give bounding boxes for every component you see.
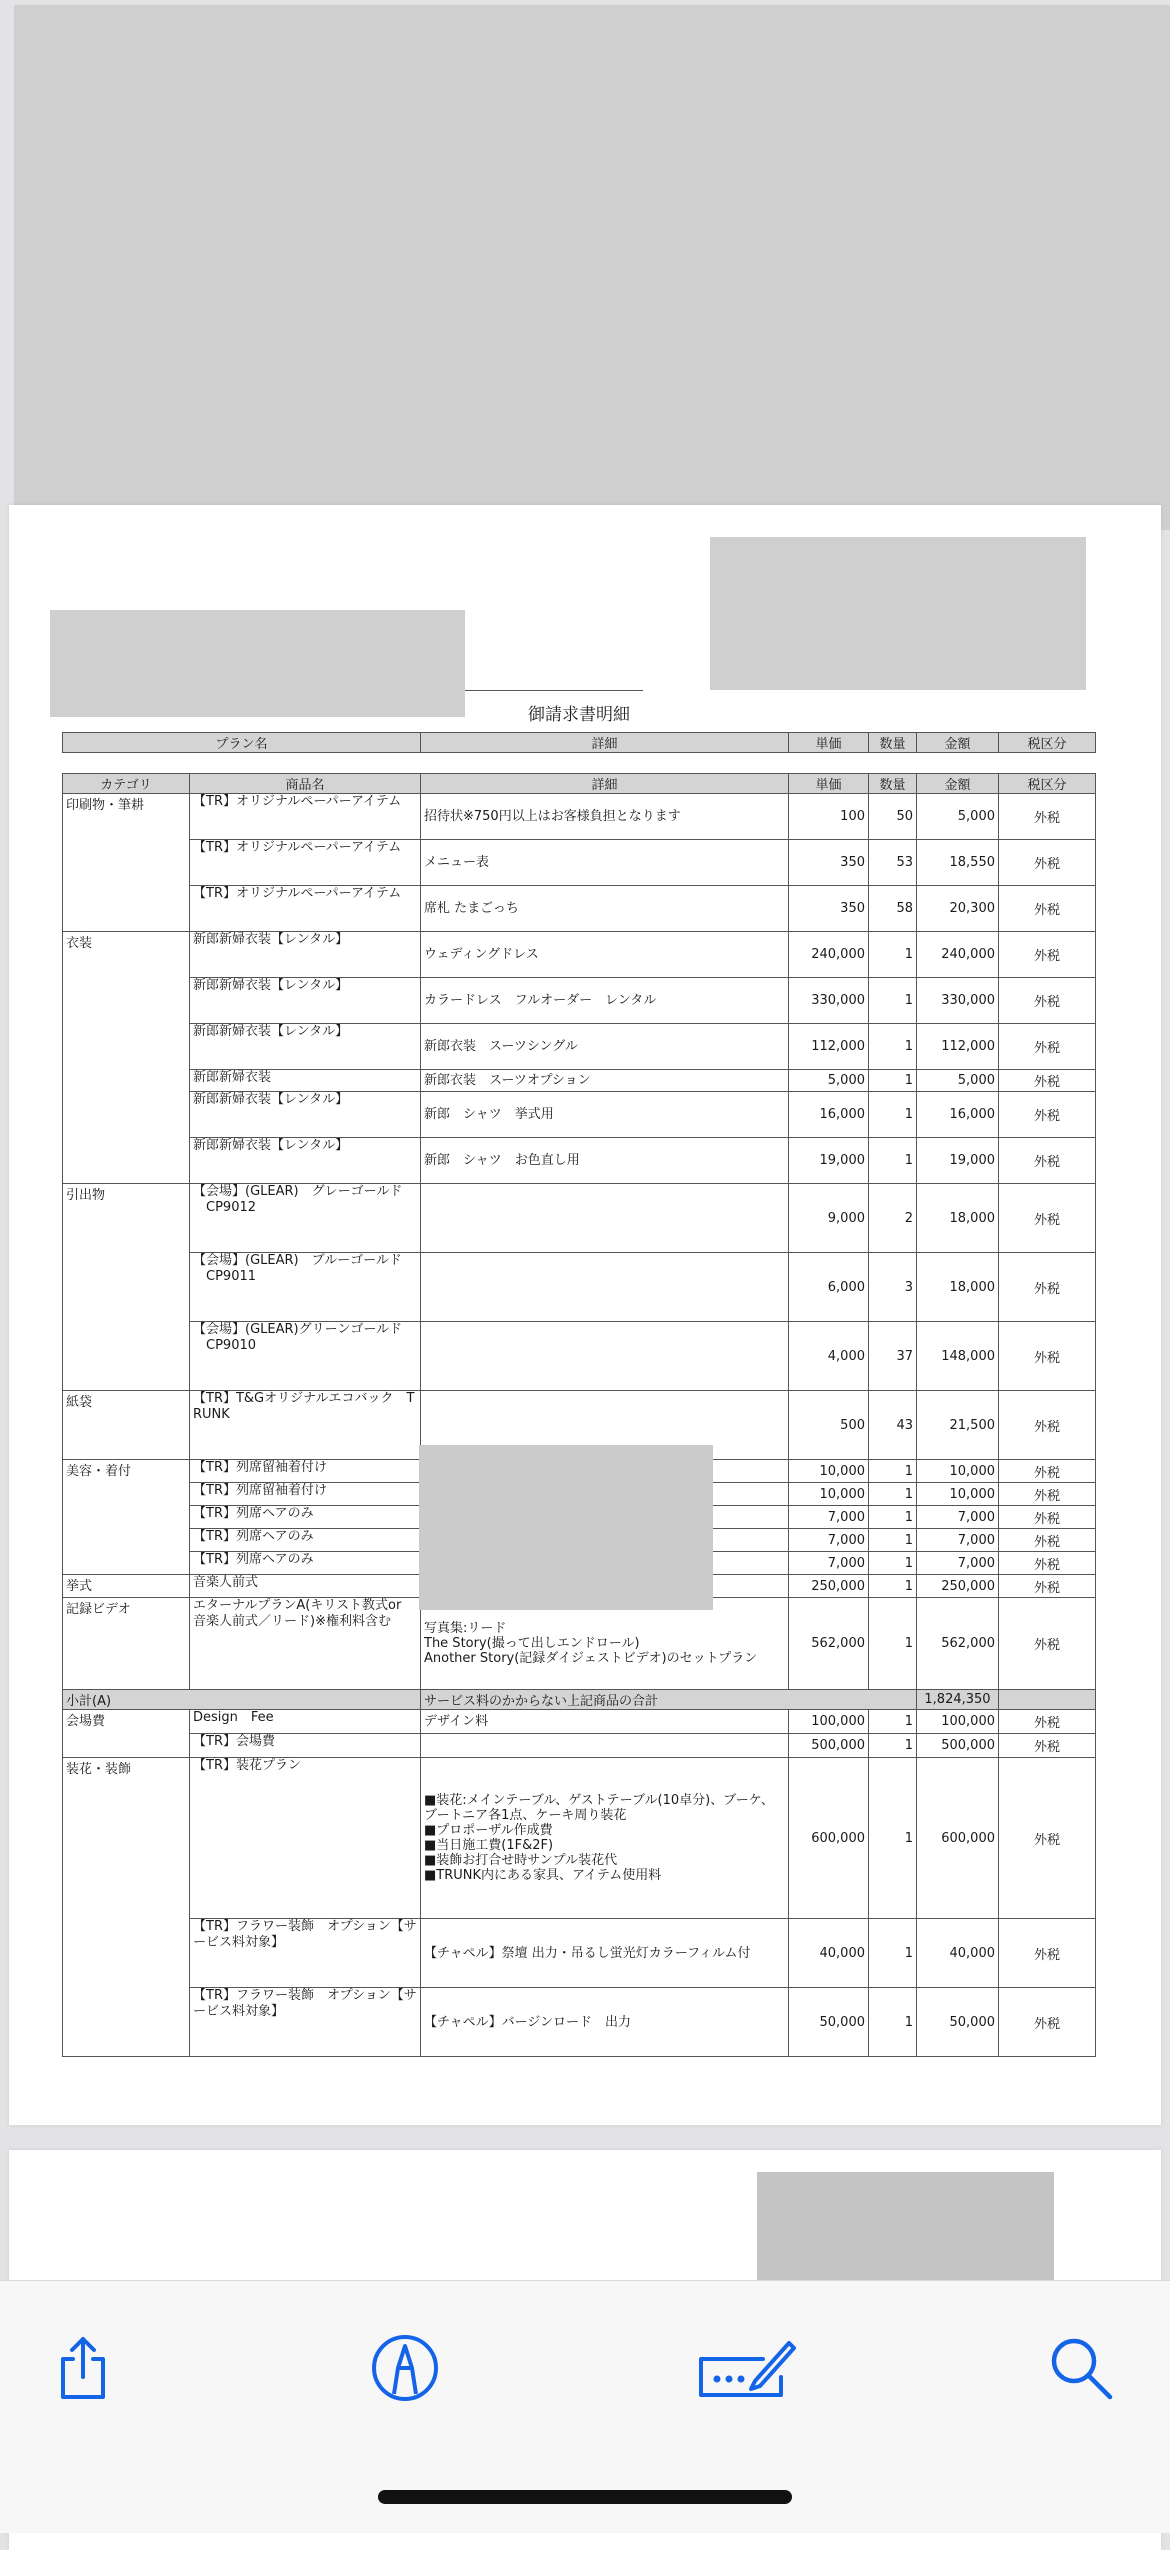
amount-cell: 562,000 [917, 1598, 999, 1690]
column-header-plan: プラン名 [63, 733, 421, 753]
tax-cell: 外税 [999, 1988, 1096, 2057]
qty-cell: 58 [869, 886, 917, 932]
table-row [63, 1253, 1096, 1322]
items-header-row [63, 774, 1096, 794]
price-cell: 350 [789, 840, 869, 886]
amount-cell: 148,000 [917, 1322, 999, 1391]
tax-cell: 外税 [999, 1184, 1096, 1253]
table-row [63, 978, 1096, 1024]
category-cell: 美容・着付 [63, 1460, 190, 1575]
price-cell: 562,000 [789, 1598, 869, 1690]
price-cell: 7,000 [789, 1529, 869, 1552]
qty-cell: 1 [869, 932, 917, 978]
qty-cell: 53 [869, 840, 917, 886]
product-cell: 【会場】(GLEAR) ブルーゴールド CP9011 [190, 1253, 421, 1322]
amount-cell: 18,000 [917, 1253, 999, 1322]
amount-cell: 16,000 [917, 1092, 999, 1138]
price-cell: 100,000 [789, 1710, 869, 1734]
price-cell: 112,000 [789, 1024, 869, 1070]
qty-cell: 1 [869, 1710, 917, 1734]
amount-cell: 21,500 [917, 1391, 999, 1460]
qty-cell: 2 [869, 1184, 917, 1253]
amount-cell: 10,000 [917, 1483, 999, 1506]
product-cell: 新郎新婦衣装【レンタル】 [190, 932, 421, 978]
detail-cell [421, 1322, 789, 1391]
product-cell: 【会場】(GLEAR) グレーゴールド CP9012 [190, 1184, 421, 1253]
qty-cell: 1 [869, 1138, 917, 1184]
items-body [63, 794, 1096, 2057]
price-cell: 10,000 [789, 1460, 869, 1483]
qty-cell: 43 [869, 1391, 917, 1460]
category-cell: 印刷物・筆耕 [63, 794, 190, 932]
tax-cell: 外税 [999, 1024, 1096, 1070]
product-cell: 新郎新婦衣装【レンタル】 [190, 1092, 421, 1138]
column-header-detail: 詳細 [421, 774, 789, 794]
column-header-amount: 金額 [917, 774, 999, 794]
column-header-tax: 税区分 [999, 733, 1096, 753]
invoice-items-table [62, 773, 1096, 2057]
qty-cell: 50 [869, 794, 917, 840]
tax-cell: 外税 [999, 1460, 1096, 1483]
amount-cell: 5,000 [917, 1070, 999, 1092]
subtotal-note: サービス料のかからない上記商品の合計 [421, 1690, 917, 1710]
amount-cell: 18,550 [917, 840, 999, 886]
qty-cell: 1 [869, 1988, 917, 2057]
product-cell: 新郎新婦衣装【レンタル】 [190, 978, 421, 1024]
share-icon [48, 2333, 118, 2407]
redacted-sender-block [50, 610, 465, 717]
table-row [63, 1710, 1096, 1734]
price-cell: 330,000 [789, 978, 869, 1024]
qty-cell: 3 [869, 1253, 917, 1322]
tax-cell: 外税 [999, 1734, 1096, 1758]
detail-cell: デザイン料 [421, 1710, 789, 1734]
price-cell: 7,000 [789, 1506, 869, 1529]
detail-cell: 新郎衣装 スーツシングル [421, 1024, 789, 1070]
signature-button[interactable] [690, 2325, 800, 2415]
table-row [63, 794, 1096, 840]
plan-header-table [62, 732, 1096, 753]
tax-cell: 外税 [999, 1322, 1096, 1391]
table-row [63, 1919, 1096, 1988]
product-cell: 新郎新婦衣装 [190, 1070, 421, 1092]
column-header-price: 単価 [789, 733, 869, 753]
tax-cell: 外税 [999, 1575, 1096, 1598]
qty-cell: 1 [869, 1758, 917, 1919]
tax-cell: 外税 [999, 886, 1096, 932]
price-cell: 5,000 [789, 1070, 869, 1092]
detail-cell: 新郎 シャツ お色直し用 [421, 1138, 789, 1184]
price-cell: 240,000 [789, 932, 869, 978]
share-button[interactable] [38, 2325, 128, 2415]
search-button[interactable] [1036, 2325, 1126, 2415]
product-cell: 【会場】(GLEAR)グリーンゴールド CP9010 [190, 1322, 421, 1391]
product-cell: 【TR】列席留袖着付け [190, 1460, 421, 1483]
amount-cell: 19,000 [917, 1138, 999, 1184]
column-header-qty: 数量 [869, 733, 917, 753]
detail-cell: 招待状※750円以上はお客様負担となります [421, 794, 789, 840]
table-row [63, 1092, 1096, 1138]
tax-cell: 外税 [999, 1758, 1096, 1919]
subtotal-row [63, 1690, 1096, 1710]
column-header-detail: 詳細 [421, 733, 789, 753]
product-cell: 【TR】オリジナルペーパーアイテム [190, 794, 421, 840]
price-cell: 50,000 [789, 1988, 869, 2057]
qty-cell: 1 [869, 1919, 917, 1988]
document-title: 御請求書明細 [528, 705, 630, 725]
price-cell: 500 [789, 1391, 869, 1460]
category-cell: 挙式 [63, 1575, 190, 1598]
table-row [63, 1734, 1096, 1758]
redacted-header-area [14, 5, 1170, 530]
product-cell: 音楽人前式 [190, 1575, 421, 1598]
product-cell: 【TR】T&Gオリジナルエコバック T RUNK [190, 1391, 421, 1460]
tax-cell: 外税 [999, 1552, 1096, 1575]
detail-cell: 【チャペル】バージンロード 出力 [421, 1988, 789, 2057]
column-header-tax: 税区分 [999, 774, 1096, 794]
price-cell: 40,000 [789, 1919, 869, 1988]
amount-cell: 5,000 [917, 794, 999, 840]
amount-cell: 250,000 [917, 1575, 999, 1598]
tax-cell: 外税 [999, 978, 1096, 1024]
table-row [63, 886, 1096, 932]
redacted-page2-block [757, 2172, 1054, 2282]
category-cell: 引出物 [63, 1184, 190, 1391]
table-row [63, 1758, 1096, 1919]
price-cell: 100 [789, 794, 869, 840]
qty-cell: 1 [869, 1575, 917, 1598]
tax-cell: 外税 [999, 840, 1096, 886]
price-cell: 19,000 [789, 1138, 869, 1184]
amount-cell: 7,000 [917, 1506, 999, 1529]
qty-cell: 1 [869, 1506, 917, 1529]
column-header-product: 商品名 [190, 774, 421, 794]
subtotal-amount: 1,824,350 [917, 1690, 999, 1710]
table-row [63, 932, 1096, 978]
category-cell: 紙袋 [63, 1391, 190, 1460]
detail-cell [421, 1734, 789, 1758]
price-cell: 16,000 [789, 1092, 869, 1138]
detail-cell: 席札 たまごっち [421, 886, 789, 932]
qty-cell: 1 [869, 1024, 917, 1070]
qty-cell: 1 [869, 1598, 917, 1690]
tax-cell: 外税 [999, 1070, 1096, 1092]
category-cell: 装花・装飾 [63, 1758, 190, 2057]
price-cell: 600,000 [789, 1758, 869, 1919]
home-indicator [378, 2490, 792, 2504]
subtotal-label: 小計(A) [63, 1690, 421, 1710]
detail-cell [421, 1253, 789, 1322]
amount-cell: 240,000 [917, 932, 999, 978]
tax-cell: 外税 [999, 1253, 1096, 1322]
tax-cell: 外税 [999, 1092, 1096, 1138]
product-cell: 【TR】列席ヘアのみ [190, 1506, 421, 1529]
amount-cell: 500,000 [917, 1734, 999, 1758]
detail-cell: ウェディングドレス [421, 932, 789, 978]
amount-cell: 20,300 [917, 886, 999, 932]
product-cell: 【TR】列席留袖着付け [190, 1483, 421, 1506]
column-header-amount: 金額 [917, 733, 999, 753]
qty-cell: 1 [869, 978, 917, 1024]
tax-cell: 外税 [999, 794, 1096, 840]
tax-cell: 外税 [999, 1483, 1096, 1506]
table-row [63, 1184, 1096, 1253]
redacted-recipient-block [710, 537, 1086, 690]
amount-cell: 7,000 [917, 1552, 999, 1575]
price-cell: 500,000 [789, 1734, 869, 1758]
price-cell: 6,000 [789, 1253, 869, 1322]
detail-cell: カラードレス フルオーダー レンタル [421, 978, 789, 1024]
price-cell: 7,000 [789, 1552, 869, 1575]
tax-cell: 外税 [999, 1506, 1096, 1529]
qty-cell: 1 [869, 1552, 917, 1575]
table-row [63, 1988, 1096, 2057]
price-cell: 10,000 [789, 1483, 869, 1506]
markup-button[interactable] [360, 2325, 450, 2415]
amount-cell: 330,000 [917, 978, 999, 1024]
signature-icon [693, 2333, 797, 2407]
amount-cell: 40,000 [917, 1919, 999, 1988]
detail-cell: メニュー表 [421, 840, 789, 886]
table-row [63, 1138, 1096, 1184]
product-cell: 新郎新婦衣装【レンタル】 [190, 1024, 421, 1070]
tax-cell: 外税 [999, 1598, 1096, 1690]
detail-cell: 【チャペル】祭壇 出力・吊るし蛍光灯カラーフィルム付 [421, 1919, 789, 1988]
price-cell: 4,000 [789, 1322, 869, 1391]
qty-cell: 1 [869, 1092, 917, 1138]
detail-cell: 写真集:リード The Story(撮って出しエンドロール) Another Story(記録ダイジェストビデオ)のセットプラン [421, 1598, 789, 1690]
product-cell: 【TR】オリジナルペーパーアイテム [190, 840, 421, 886]
product-cell: 【TR】フラワー装飾 オプション【サ ービス料対象】 [190, 1988, 421, 2057]
column-header-category: カテゴリ [63, 774, 190, 794]
amount-cell: 50,000 [917, 1988, 999, 2057]
table-row [63, 1322, 1096, 1391]
product-cell: 【TR】列席ヘアのみ [190, 1529, 421, 1552]
product-cell: 【TR】装花プラン [190, 1758, 421, 1919]
product-cell: 【TR】会場費 [190, 1734, 421, 1758]
redacted-detail-area [419, 1445, 713, 1610]
product-cell: 【TR】オリジナルペーパーアイテム [190, 886, 421, 932]
category-cell: 衣装 [63, 932, 190, 1184]
tax-cell: 外税 [999, 1391, 1096, 1460]
tax-cell: 外税 [999, 1138, 1096, 1184]
table-row [63, 1024, 1096, 1070]
qty-cell: 1 [869, 1529, 917, 1552]
subtotal-tax [999, 1690, 1096, 1710]
table-row [63, 1070, 1096, 1092]
qty-cell: 1 [869, 1070, 917, 1092]
tax-cell: 外税 [999, 1710, 1096, 1734]
column-header-price: 単価 [789, 774, 869, 794]
tax-cell: 外税 [999, 932, 1096, 978]
plan-header-row [63, 733, 1096, 753]
detail-cell: 新郎衣装 スーツオプション [421, 1070, 789, 1092]
amount-cell: 10,000 [917, 1460, 999, 1483]
table-row [63, 1598, 1096, 1690]
detail-cell [421, 1184, 789, 1253]
search-icon [1046, 2333, 1116, 2407]
product-cell: エターナルプランA(キリスト教式or 音楽人前式／リード)※権利料含む [190, 1598, 421, 1690]
amount-cell: 100,000 [917, 1710, 999, 1734]
product-cell: Design Fee [190, 1710, 421, 1734]
price-cell: 9,000 [789, 1184, 869, 1253]
tax-cell: 外税 [999, 1529, 1096, 1552]
category-cell: 会場費 [63, 1710, 190, 1758]
detail-cell: 新郎 シャツ 挙式用 [421, 1092, 789, 1138]
price-cell: 250,000 [789, 1575, 869, 1598]
qty-cell: 1 [869, 1734, 917, 1758]
detail-cell: ■装花:メインテーブル、ゲストテーブル(10卓分)、ブーケ、 ブートニア各1点、ケーキ周り装花 ■プロポーザル作成費 ■当日施工費(1F&2F) ■装飾お打合せ時サンプル装花代 ■TRUNK内にある家具、アイテム使用料 [421, 1758, 789, 1919]
product-cell: 【TR】列席ヘアのみ [190, 1552, 421, 1575]
price-cell: 350 [789, 886, 869, 932]
amount-cell: 7,000 [917, 1529, 999, 1552]
markup-icon [369, 2332, 441, 2408]
title-underline [465, 690, 643, 691]
qty-cell: 1 [869, 1460, 917, 1483]
qty-cell: 1 [869, 1483, 917, 1506]
product-cell: 【TR】フラワー装飾 オプション【サ ービス料対象】 [190, 1919, 421, 1988]
category-cell: 記録ビデオ [63, 1598, 190, 1690]
amount-cell: 600,000 [917, 1758, 999, 1919]
qty-cell: 37 [869, 1322, 917, 1391]
column-header-qty: 数量 [869, 774, 917, 794]
product-cell: 新郎新婦衣装【レンタル】 [190, 1138, 421, 1184]
tax-cell: 外税 [999, 1919, 1096, 1988]
table-row [63, 840, 1096, 886]
amount-cell: 112,000 [917, 1024, 999, 1070]
amount-cell: 18,000 [917, 1184, 999, 1253]
